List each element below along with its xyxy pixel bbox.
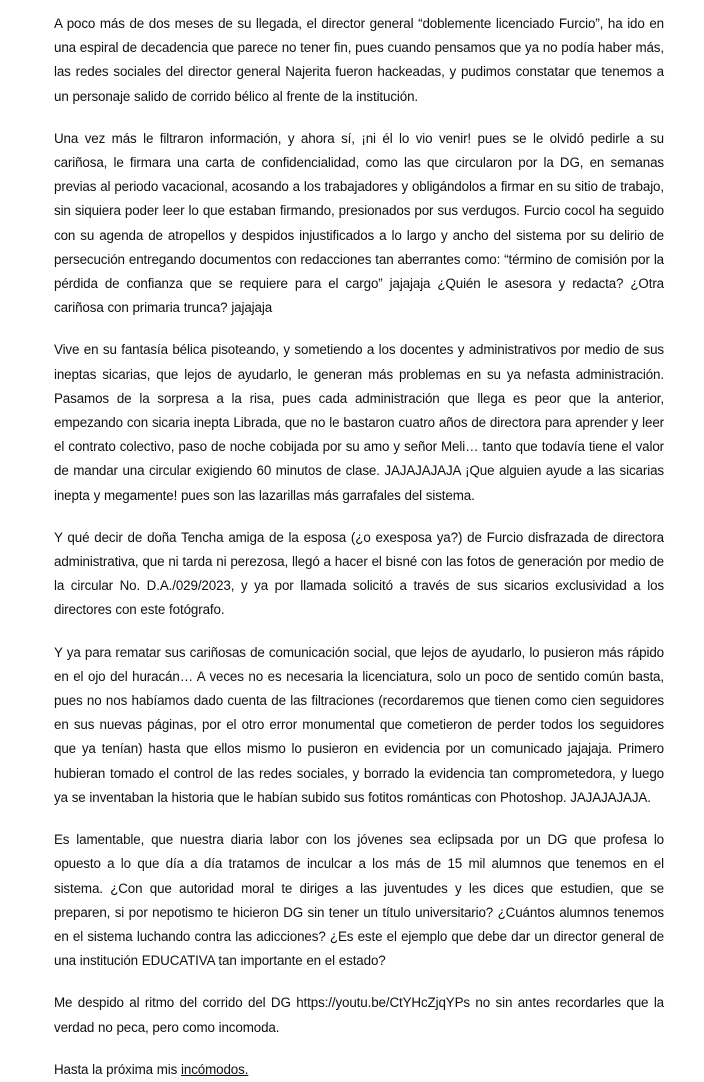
paragraph-6: Es lamentable, que nuestra diaria labor con los jóvenes sea eclipsada por un DG que profesa lo opuesto a lo que día a día tratamos de inculcar a los más de 15 mil alumnos que tenemos en el sistema. ¿Con que autoridad moral te diriges a las juventudes y les dices que estudien, que se preparen, si por nepotismo te hicieron DG sin tener un título universitario? ¿Cuántos alumnos tenemos en el sistema luchando contra las adicciones? ¿Es este el ejemplo que debe dar un director general de una institución EDUCATIVA tan importante en el estado?: [54, 832, 664, 969]
paragraph-7: Me despido al ritmo del corrido del DG https://youtu.be/CtYHcZjqYPs no sin antes recordarles que la verdad no peca, pero como incomoda.: [54, 995, 664, 1035]
paragraph-3: Vive en su fantasía bélica pisoteando, y sometiendo a los docentes y administrativos por medio de sus ineptas sicarias, que lejos de ayudarlo, le generan más problemas en su ya nefasta administración. Pasamos de la sorpresa a la risa, pues cada administración que llega es peor que la anterior, empezando con sicaria inepta Librada, que no le bastaron cuatro años de directora para aprender y leer el contrato colectivo, paso de noche cobijada por su amo y señor Meli… tanto que todavía tiene el valor de mandar una circular exigiendo 60 minutos de clase. JAJAJAJAJA ¡Que alguien ayude a las sicarias inepta y megamente! pues son las lazarillas más garrafales del sistema.: [54, 342, 664, 503]
paragraph-4: Y qué decir de doña Tencha amiga de la esposa (¿o exesposa ya?) de Furcio disfrazada de directora administrativa, que ni tarda ni perezosa, llegó a hacer el bisné con las fotos de generación por medio de la circular No. D.A./029/2023, y ya por llamada solicitó a través de sus sicarios exclusividad a los directores con este fotógrafo.: [54, 529, 664, 618]
closing-text: Hasta la próxima mis: [54, 1061, 182, 1077]
closing-line: [54, 1058, 664, 1082]
paragraph-2: Una vez más le filtraron información, y ahora sí, ¡ni él lo vio venir! pues se le olvidó pedirle a su cariñosa, le firmara una carta de confidencialidad, como las que circularon por la DG, en semanas previas al periodo vacacional, acosando a los trabajadores y obligándolos a firmar en su sitio de trabajo, sin siquiera poder leer lo que estaban firmando, presionados por sus verdugos. Furcio cocol ha seguido con su agenda de atropellos y despidos injustificados a lo largo y ancho del sistema por su delirio de persecución entregando documentos con redacciones tan aberrantes como: “término de comisión por la pérdida de confianza que se requiere para el cargo” jajajaja ¿Quién le asesora y redacta? ¿Otra cariñosa con primaria trunca? jajajaja: [54, 130, 664, 316]
closing-underlined-word: incómodos.: [181, 1061, 249, 1077]
paragraph-1: A poco más de dos meses de su llegada, el director general “doblemente licenciado Furcio”, ha ido en una espiral de decadencia que parece no tener fin, pues cuando pensamos que ya no podía haber más, las redes sociales del director general Najerita fueron hackeadas, y pudimos constatar que tenemos a un personaje salido de corrido bélico al frente de la institución.: [54, 16, 664, 104]
paragraph-5: Y ya para rematar sus cariñosas de comunicación social, que lejos de ayudarlo, lo pusieron más rápido en el ojo del huracán… A veces no es necesaria la licenciatura, solo un poco de sentido común basta, pues no nos habíamos dado cuenta de las filtraciones (recordaremos que tienen como cien seguidores en sus nuevas páginas, por el otro error monumental que cometieron de perder todos los seguidores que ya tenían) hasta que ellos mismo lo pusieron en evidencia por un comunicado jajajaja. Primero hubieran tomado el control de las redes sociales, y borrado la evidencia tan comprometedora, y luego ya se inventaban la historia que le habían subido sus fotitos románticas con Photoshop. JAJAJAJAJA.: [54, 644, 664, 805]
